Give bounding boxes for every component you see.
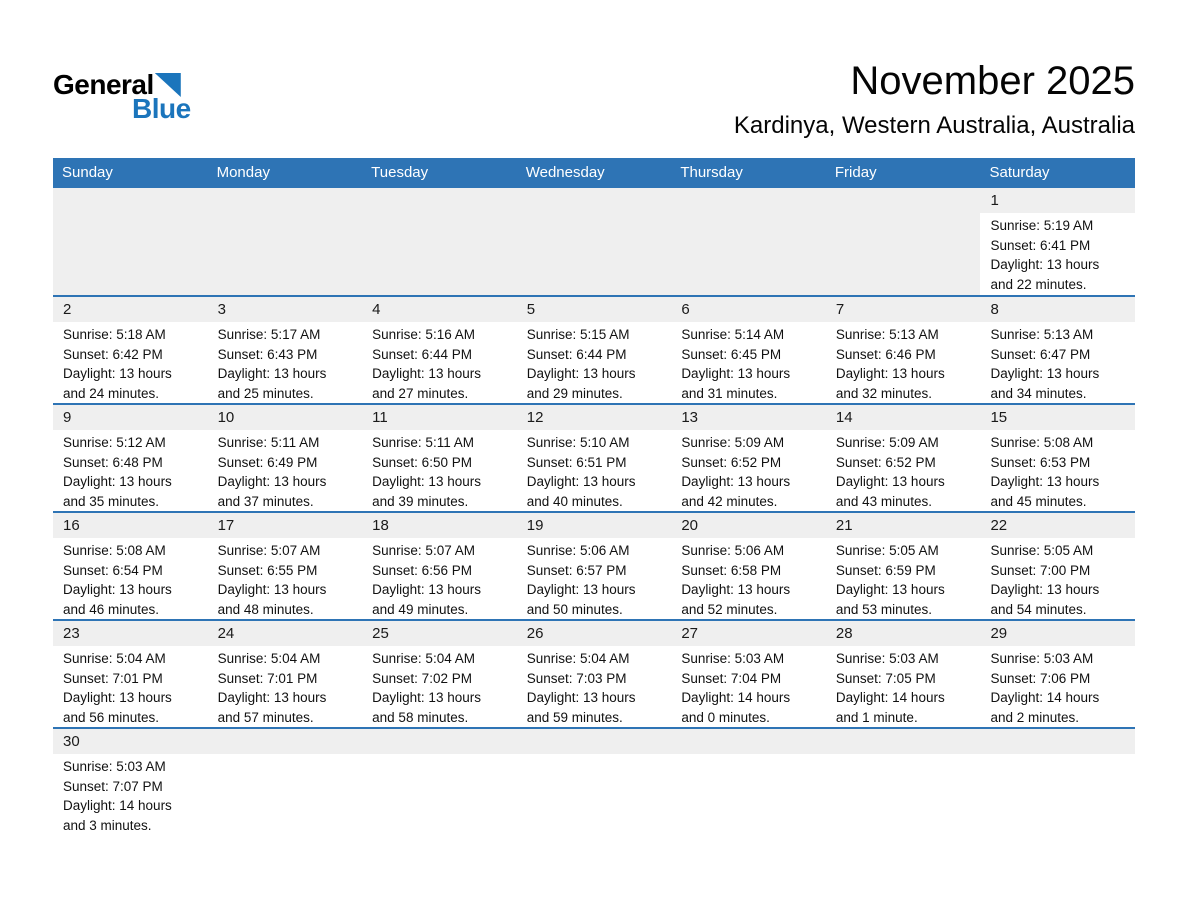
week-row bbox=[53, 188, 1135, 295]
daylight-text-line1: Daylight: 13 hours bbox=[372, 474, 481, 489]
daylight-text-line2: and 31 minutes. bbox=[681, 385, 778, 401]
daylight-text-line2: and 45 minutes. bbox=[990, 493, 1087, 509]
empty-number-strip bbox=[826, 729, 981, 754]
day-cell bbox=[362, 513, 517, 619]
sunset-text: Sunset: 7:02 PM bbox=[372, 670, 472, 686]
daylight-text-line1: Daylight: 14 hours bbox=[681, 690, 791, 705]
day-cell bbox=[671, 621, 826, 727]
sunrise-text: Sunrise: 5:06 AM bbox=[681, 543, 785, 558]
week-row bbox=[53, 403, 1135, 511]
daylight-text-line2: and 43 minutes. bbox=[835, 493, 932, 509]
day-cell bbox=[362, 405, 517, 511]
daylight-text-line1: Daylight: 13 hours bbox=[681, 366, 791, 381]
daylight-text-line1: Daylight: 14 hours bbox=[990, 690, 1100, 705]
empty-number-strip bbox=[980, 729, 1135, 754]
sunset-text: Sunset: 7:00 PM bbox=[990, 562, 1091, 578]
weekday-label-wednesday: Wednesday bbox=[525, 164, 605, 181]
sunrise-text: Sunrise: 5:05 AM bbox=[835, 543, 939, 558]
day-cell bbox=[980, 621, 1135, 727]
daylight-text-line1: Daylight: 13 hours bbox=[217, 690, 327, 705]
day-number: 16 bbox=[53, 513, 208, 538]
day-details bbox=[362, 322, 517, 403]
daylight-text-line1: Daylight: 13 hours bbox=[217, 366, 327, 381]
day-number: 7 bbox=[826, 297, 981, 322]
day-details bbox=[517, 646, 672, 727]
sunset-text: Sunset: 6:50 PM bbox=[372, 454, 472, 470]
empty-number-strip bbox=[208, 729, 363, 754]
week-row bbox=[53, 511, 1135, 619]
empty-cell bbox=[362, 729, 517, 835]
sunset-text: Sunset: 6:47 PM bbox=[990, 346, 1091, 362]
title-block bbox=[734, 57, 1135, 140]
daylight-text-line1: Daylight: 13 hours bbox=[372, 690, 481, 705]
daylight-text-line2: and 40 minutes. bbox=[526, 493, 623, 509]
page-header bbox=[53, 57, 1135, 158]
sunrise-text: Sunrise: 5:07 AM bbox=[372, 543, 475, 558]
sunrise-text: Sunrise: 5:04 AM bbox=[526, 651, 630, 666]
empty-cell bbox=[980, 729, 1135, 835]
weekday-label-thursday: Thursday bbox=[680, 164, 743, 181]
daylight-text-line2: and 48 minutes. bbox=[217, 601, 314, 617]
day-cell bbox=[53, 405, 208, 511]
sunrise-text: Sunrise: 5:09 AM bbox=[681, 435, 785, 450]
day-cell bbox=[53, 513, 208, 619]
daylight-text-line2: and 27 minutes. bbox=[372, 385, 469, 401]
day-cell bbox=[517, 621, 672, 727]
daylight-text-line2: and 25 minutes. bbox=[217, 385, 314, 401]
daylight-text-line1: Daylight: 13 hours bbox=[681, 582, 791, 597]
page-subtitle: Kardinya, Western Australia, Australia bbox=[733, 112, 1135, 139]
day-details bbox=[826, 430, 981, 511]
day-cell bbox=[671, 297, 826, 403]
empty-cell bbox=[826, 729, 981, 835]
daylight-text-line2: and 58 minutes. bbox=[372, 709, 469, 725]
daylight-text-line2: and 52 minutes. bbox=[681, 601, 778, 617]
daylight-text-line2: and 49 minutes. bbox=[372, 601, 469, 617]
daylight-text-line1: Daylight: 13 hours bbox=[526, 582, 636, 597]
daylight-text-line2: and 57 minutes. bbox=[217, 709, 314, 725]
empty-cell bbox=[517, 729, 672, 835]
daylight-text-line1: Daylight: 13 hours bbox=[835, 366, 945, 381]
day-details bbox=[826, 646, 981, 727]
sunset-text: Sunset: 6:54 PM bbox=[63, 562, 163, 578]
daylight-text-line1: Daylight: 13 hours bbox=[63, 582, 172, 597]
sunset-text: Sunset: 6:45 PM bbox=[681, 346, 782, 362]
day-details bbox=[826, 322, 981, 403]
day-details bbox=[517, 322, 672, 403]
sunset-text: Sunset: 6:48 PM bbox=[63, 454, 163, 470]
sunrise-text: Sunrise: 5:04 AM bbox=[63, 651, 166, 666]
day-cell bbox=[53, 297, 208, 403]
sunrise-text: Sunrise: 5:11 AM bbox=[217, 435, 320, 450]
sunrise-text: Sunrise: 5:18 AM bbox=[63, 327, 166, 342]
sunset-text: Sunset: 6:44 PM bbox=[526, 346, 627, 362]
day-details bbox=[517, 538, 672, 619]
day-cell bbox=[980, 188, 1135, 295]
sunrise-text: Sunrise: 5:15 AM bbox=[526, 327, 630, 342]
sunrise-text: Sunrise: 5:10 AM bbox=[526, 435, 630, 450]
daylight-text-line1: Daylight: 14 hours bbox=[63, 798, 172, 813]
empty-number-strip bbox=[362, 729, 517, 754]
sunset-text: Sunset: 6:55 PM bbox=[217, 562, 318, 578]
daylight-text-line2: and 0 minutes. bbox=[681, 709, 770, 725]
day-cell bbox=[980, 513, 1135, 619]
sunset-text: Sunset: 6:42 PM bbox=[63, 346, 163, 362]
sunrise-text: Sunrise: 5:03 AM bbox=[990, 651, 1094, 666]
daylight-text-line2: and 59 minutes. bbox=[526, 709, 623, 725]
sunrise-text: Sunrise: 5:17 AM bbox=[217, 327, 321, 342]
sunset-text: Sunset: 6:51 PM bbox=[526, 454, 627, 470]
calendar-grid bbox=[53, 188, 1135, 835]
day-number: 3 bbox=[208, 297, 363, 322]
day-cell bbox=[517, 297, 672, 403]
day-details bbox=[980, 430, 1135, 511]
day-details bbox=[671, 430, 826, 511]
day-cell bbox=[208, 405, 363, 511]
sunset-text: Sunset: 7:05 PM bbox=[835, 670, 936, 686]
day-cell bbox=[208, 513, 363, 619]
daylight-text-line1: Daylight: 13 hours bbox=[63, 690, 172, 705]
daylight-text-line1: Daylight: 13 hours bbox=[526, 366, 636, 381]
sunrise-text: Sunrise: 5:16 AM bbox=[372, 327, 475, 342]
sunrise-text: Sunrise: 5:04 AM bbox=[372, 651, 475, 666]
day-details bbox=[980, 538, 1135, 619]
daylight-text-line1: Daylight: 13 hours bbox=[990, 582, 1100, 597]
daylight-text-line1: Daylight: 13 hours bbox=[217, 474, 327, 489]
day-number: 25 bbox=[362, 621, 517, 646]
day-number: 22 bbox=[980, 513, 1135, 538]
sunset-text: Sunset: 6:52 PM bbox=[835, 454, 936, 470]
logo-text-blue: Blue bbox=[132, 93, 191, 124]
day-number: 13 bbox=[671, 405, 826, 430]
day-cell bbox=[362, 297, 517, 403]
daylight-text-line1: Daylight: 13 hours bbox=[835, 582, 945, 597]
sunrise-text: Sunrise: 5:13 AM bbox=[835, 327, 939, 342]
day-number: 21 bbox=[826, 513, 981, 538]
sunset-text: Sunset: 6:41 PM bbox=[990, 237, 1091, 253]
weekday-label-monday: Monday bbox=[216, 164, 270, 181]
day-cell bbox=[826, 513, 981, 619]
daylight-text-line2: and 50 minutes. bbox=[526, 601, 623, 617]
sunrise-text: Sunrise: 5:03 AM bbox=[63, 759, 166, 774]
sunset-text: Sunset: 6:43 PM bbox=[217, 346, 318, 362]
daylight-text-line2: and 46 minutes. bbox=[63, 601, 160, 617]
daylight-text-line2: and 37 minutes. bbox=[217, 493, 314, 509]
empty-cell bbox=[671, 188, 826, 295]
daylight-text-line1: Daylight: 13 hours bbox=[835, 474, 945, 489]
empty-cell bbox=[826, 188, 981, 295]
daylight-text-line2: and 54 minutes. bbox=[990, 601, 1087, 617]
sunset-text: Sunset: 6:46 PM bbox=[835, 346, 936, 362]
sunrise-text: Sunrise: 5:08 AM bbox=[990, 435, 1094, 450]
daylight-text-line2: and 53 minutes. bbox=[835, 601, 932, 617]
empty-cell bbox=[671, 729, 826, 835]
empty-cell bbox=[362, 188, 517, 295]
daylight-text-line1: Daylight: 13 hours bbox=[526, 474, 636, 489]
daylight-text-line1: Daylight: 13 hours bbox=[63, 474, 172, 489]
day-number: 4 bbox=[362, 297, 517, 322]
sunrise-text: Sunrise: 5:03 AM bbox=[681, 651, 785, 666]
day-details bbox=[671, 538, 826, 619]
day-details bbox=[53, 538, 208, 619]
day-number: 15 bbox=[980, 405, 1135, 430]
day-cell bbox=[53, 621, 208, 727]
day-number: 18 bbox=[362, 513, 517, 538]
day-details bbox=[208, 322, 363, 403]
sunset-text: Sunset: 6:56 PM bbox=[372, 562, 472, 578]
daylight-text-line2: and 22 minutes. bbox=[990, 276, 1087, 292]
daylight-text-line1: Daylight: 14 hours bbox=[835, 690, 945, 705]
daylight-text-line1: Daylight: 13 hours bbox=[990, 257, 1100, 272]
week-row bbox=[53, 619, 1135, 727]
week-row bbox=[53, 727, 1135, 835]
weekday-label-sunday: Sunday bbox=[62, 164, 113, 181]
day-number: 12 bbox=[517, 405, 672, 430]
day-cell bbox=[826, 621, 981, 727]
empty-number-strip bbox=[517, 729, 672, 754]
daylight-text-line1: Daylight: 13 hours bbox=[217, 582, 327, 597]
day-details bbox=[517, 430, 672, 511]
day-details bbox=[53, 754, 208, 835]
sunrise-text: Sunrise: 5:08 AM bbox=[63, 543, 166, 558]
day-number: 28 bbox=[826, 621, 981, 646]
daylight-text-line1: Daylight: 13 hours bbox=[681, 474, 791, 489]
day-cell bbox=[208, 297, 363, 403]
sunrise-text: Sunrise: 5:04 AM bbox=[217, 651, 321, 666]
empty-cell bbox=[208, 188, 363, 295]
day-details bbox=[671, 322, 826, 403]
week-row bbox=[53, 295, 1135, 403]
day-number: 14 bbox=[826, 405, 981, 430]
daylight-text-line1: Daylight: 13 hours bbox=[990, 366, 1100, 381]
sunrise-text: Sunrise: 5:06 AM bbox=[526, 543, 630, 558]
sunset-text: Sunset: 7:01 PM bbox=[63, 670, 163, 686]
sunset-text: Sunset: 6:44 PM bbox=[372, 346, 472, 362]
day-cell bbox=[517, 405, 672, 511]
daylight-text-line2: and 1 minute. bbox=[835, 709, 918, 725]
day-details bbox=[208, 646, 363, 727]
day-details bbox=[826, 538, 981, 619]
day-cell bbox=[671, 513, 826, 619]
sunset-text: Sunset: 6:58 PM bbox=[681, 562, 782, 578]
sunrise-text: Sunrise: 5:07 AM bbox=[217, 543, 321, 558]
general-blue-logo bbox=[53, 57, 191, 123]
empty-cell bbox=[53, 188, 208, 295]
day-details bbox=[362, 646, 517, 727]
page-title: November 2025 bbox=[850, 59, 1135, 103]
day-details bbox=[53, 322, 208, 403]
daylight-text-line1: Daylight: 13 hours bbox=[990, 474, 1100, 489]
sunset-text: Sunset: 6:53 PM bbox=[990, 454, 1091, 470]
sunset-text: Sunset: 7:07 PM bbox=[63, 778, 163, 794]
daylight-text-line1: Daylight: 13 hours bbox=[372, 582, 481, 597]
day-number: 5 bbox=[517, 297, 672, 322]
day-number: 24 bbox=[208, 621, 363, 646]
sunset-text: Sunset: 6:49 PM bbox=[217, 454, 318, 470]
logo-text-general: General bbox=[53, 69, 154, 100]
day-details bbox=[980, 322, 1135, 403]
day-details bbox=[362, 430, 517, 511]
sunset-text: Sunset: 7:04 PM bbox=[681, 670, 782, 686]
sunset-text: Sunset: 6:59 PM bbox=[835, 562, 936, 578]
empty-cell bbox=[517, 188, 672, 295]
day-details bbox=[980, 213, 1135, 294]
day-number: 2 bbox=[53, 297, 208, 322]
sunset-text: Sunset: 7:06 PM bbox=[990, 670, 1091, 686]
day-number: 8 bbox=[980, 297, 1135, 322]
daylight-text-line1: Daylight: 13 hours bbox=[526, 690, 636, 705]
daylight-text-line2: and 2 minutes. bbox=[990, 709, 1080, 725]
sunrise-text: Sunrise: 5:03 AM bbox=[835, 651, 939, 666]
daylight-text-line2: and 29 minutes. bbox=[526, 385, 623, 401]
day-number: 20 bbox=[671, 513, 826, 538]
day-cell bbox=[362, 621, 517, 727]
weekday-label-friday: Friday bbox=[834, 164, 877, 181]
daylight-text-line2: and 32 minutes. bbox=[835, 385, 932, 401]
weekday-header-row bbox=[53, 158, 1135, 188]
day-number: 6 bbox=[671, 297, 826, 322]
day-cell bbox=[826, 405, 981, 511]
day-cell bbox=[980, 297, 1135, 403]
day-number: 29 bbox=[980, 621, 1135, 646]
day-cell bbox=[980, 405, 1135, 511]
day-number: 23 bbox=[53, 621, 208, 646]
day-number: 10 bbox=[208, 405, 363, 430]
daylight-text-line2: and 39 minutes. bbox=[372, 493, 469, 509]
sunset-text: Sunset: 7:01 PM bbox=[217, 670, 318, 686]
day-details bbox=[208, 538, 363, 619]
day-cell bbox=[208, 621, 363, 727]
day-details bbox=[53, 430, 208, 511]
day-number: 19 bbox=[517, 513, 672, 538]
day-details bbox=[671, 646, 826, 727]
day-number: 9 bbox=[53, 405, 208, 430]
empty-cell bbox=[208, 729, 363, 835]
day-number: 26 bbox=[517, 621, 672, 646]
daylight-text-line2: and 24 minutes. bbox=[63, 385, 160, 401]
daylight-text-line1: Daylight: 13 hours bbox=[63, 366, 172, 381]
sunrise-text: Sunrise: 5:14 AM bbox=[681, 327, 785, 342]
day-details bbox=[362, 538, 517, 619]
weekday-label-tuesday: Tuesday bbox=[371, 164, 429, 181]
daylight-text-line2: and 35 minutes. bbox=[63, 493, 160, 509]
day-cell bbox=[517, 513, 672, 619]
daylight-text-line2: and 42 minutes. bbox=[681, 493, 778, 509]
weekday-label-saturday: Saturday bbox=[989, 164, 1050, 181]
daylight-text-line2: and 34 minutes. bbox=[990, 385, 1087, 401]
sunset-text: Sunset: 7:03 PM bbox=[526, 670, 627, 686]
daylight-text-line2: and 56 minutes. bbox=[63, 709, 160, 725]
daylight-text-line2: and 3 minutes. bbox=[63, 817, 152, 833]
day-cell bbox=[53, 729, 208, 835]
daylight-text-line1: Daylight: 13 hours bbox=[372, 366, 481, 381]
day-number: 11 bbox=[362, 405, 517, 430]
day-details bbox=[208, 430, 363, 511]
sunrise-text: Sunrise: 5:09 AM bbox=[835, 435, 939, 450]
day-details bbox=[980, 646, 1135, 727]
sunrise-text: Sunrise: 5:12 AM bbox=[63, 435, 166, 450]
day-number: 1 bbox=[980, 188, 1135, 213]
sunrise-text: Sunrise: 5:05 AM bbox=[990, 543, 1094, 558]
day-cell bbox=[826, 297, 981, 403]
sunset-text: Sunset: 6:52 PM bbox=[681, 454, 782, 470]
day-number: 27 bbox=[671, 621, 826, 646]
day-number: 30 bbox=[53, 729, 208, 754]
day-number: 17 bbox=[208, 513, 363, 538]
sunrise-text: Sunrise: 5:13 AM bbox=[990, 327, 1094, 342]
sunrise-text: Sunrise: 5:19 AM bbox=[990, 218, 1094, 233]
sunset-text: Sunset: 6:57 PM bbox=[526, 562, 627, 578]
empty-number-strip bbox=[671, 729, 826, 754]
day-details bbox=[53, 646, 208, 727]
sunrise-text: Sunrise: 5:11 AM bbox=[372, 435, 474, 450]
day-cell bbox=[671, 405, 826, 511]
